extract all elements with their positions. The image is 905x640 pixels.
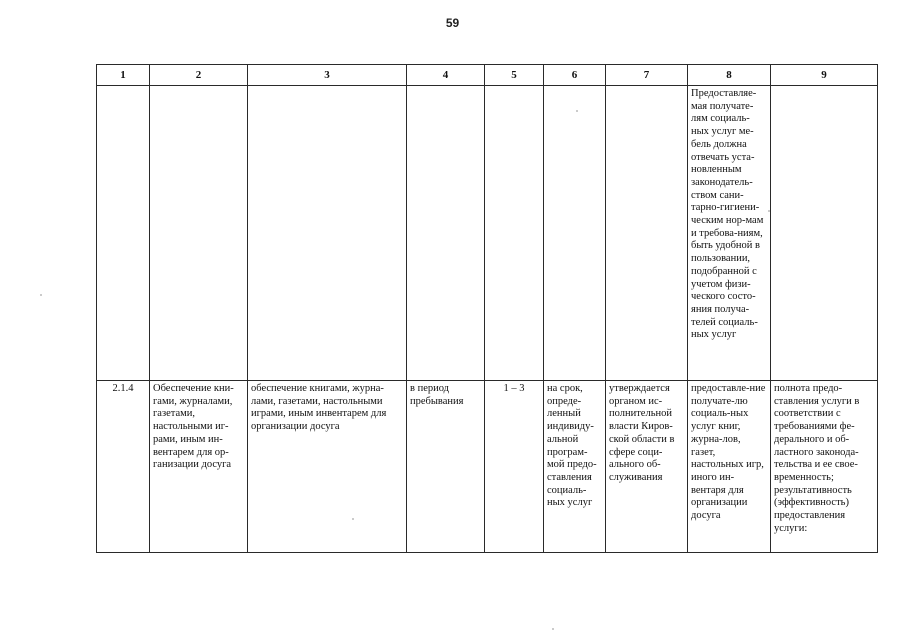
column-header-9: 9 — [771, 65, 878, 86]
page-number: 59 — [445, 16, 460, 30]
header-row — [97, 65, 878, 86]
column-header-1: 1 — [97, 65, 150, 86]
service-quality-cell: полнота предо-ставления услуги в соответствии с требованиями фе-дерального и об-ластного законода-тельства и ее свое-временность; результативность (эффективность) предоставления услуги: — [771, 381, 878, 553]
column-header-2: 2 — [150, 65, 248, 86]
scan-speck — [352, 518, 354, 520]
column-header-3: 3 — [248, 65, 407, 86]
table-cell — [407, 86, 485, 381]
service-period-cell: в период пребывания — [407, 381, 485, 553]
service-conditions-cell: предоставле-ние получате-лю социаль-ных услуг книг, журна-лов, газет, настольных игр, иного ин-вентаря для организации досуга — [688, 381, 771, 553]
scan-speck — [576, 110, 578, 112]
table-cell — [485, 86, 544, 381]
service-name-cell: Обеспечение кни-гами, журналами, газетами, настольными иг-рами, иным ин-вентарем для ор-ганизации досуга — [150, 381, 248, 553]
column-header-8: 8 — [688, 65, 771, 86]
table-row-continued — [97, 86, 878, 381]
scan-speck — [768, 210, 770, 212]
scan-speck — [40, 294, 42, 296]
column-header-4: 4 — [407, 65, 485, 86]
services-table — [96, 64, 878, 553]
table-row-2-1-4 — [97, 381, 878, 553]
scan-speck — [552, 628, 554, 630]
column-header-7: 7 — [606, 65, 688, 86]
service-term-cell: на срок, опреде-ленный индивиду-альной програм-мой предо-ставления социаль-ных услуг — [544, 381, 606, 553]
service-frequency-cell: 1 – 3 — [485, 381, 544, 553]
column-header-5: 5 — [485, 65, 544, 86]
furniture-requirements-cell: Предоставляе-мая получате-лям социаль-ных услуг ме-бель должна отвечать уста-новленным законодатель-ством сани-тарно-гигиени-ческим нор-мам и требова-ниям, быть удобной в пользовании, подобранной с учетом физи-ческого состо-яния получа-телей социаль-ных услуг — [688, 86, 771, 381]
table-cell — [97, 86, 150, 381]
table-cell — [544, 86, 606, 381]
table-cell — [248, 86, 407, 381]
row-number-cell: 2.1.4 — [97, 381, 150, 553]
service-description-cell: обеспечение книгами, журна-лами, газетами, настольными играми, иным инвентарем для организации досуга — [248, 381, 407, 553]
service-rate-cell: утверждается органом ис-полнительной власти Киров-ской области в сфере соци-ального об-служивания — [606, 381, 688, 553]
table-cell — [150, 86, 248, 381]
column-header-6: 6 — [544, 65, 606, 86]
table-cell — [771, 86, 878, 381]
table-cell — [606, 86, 688, 381]
